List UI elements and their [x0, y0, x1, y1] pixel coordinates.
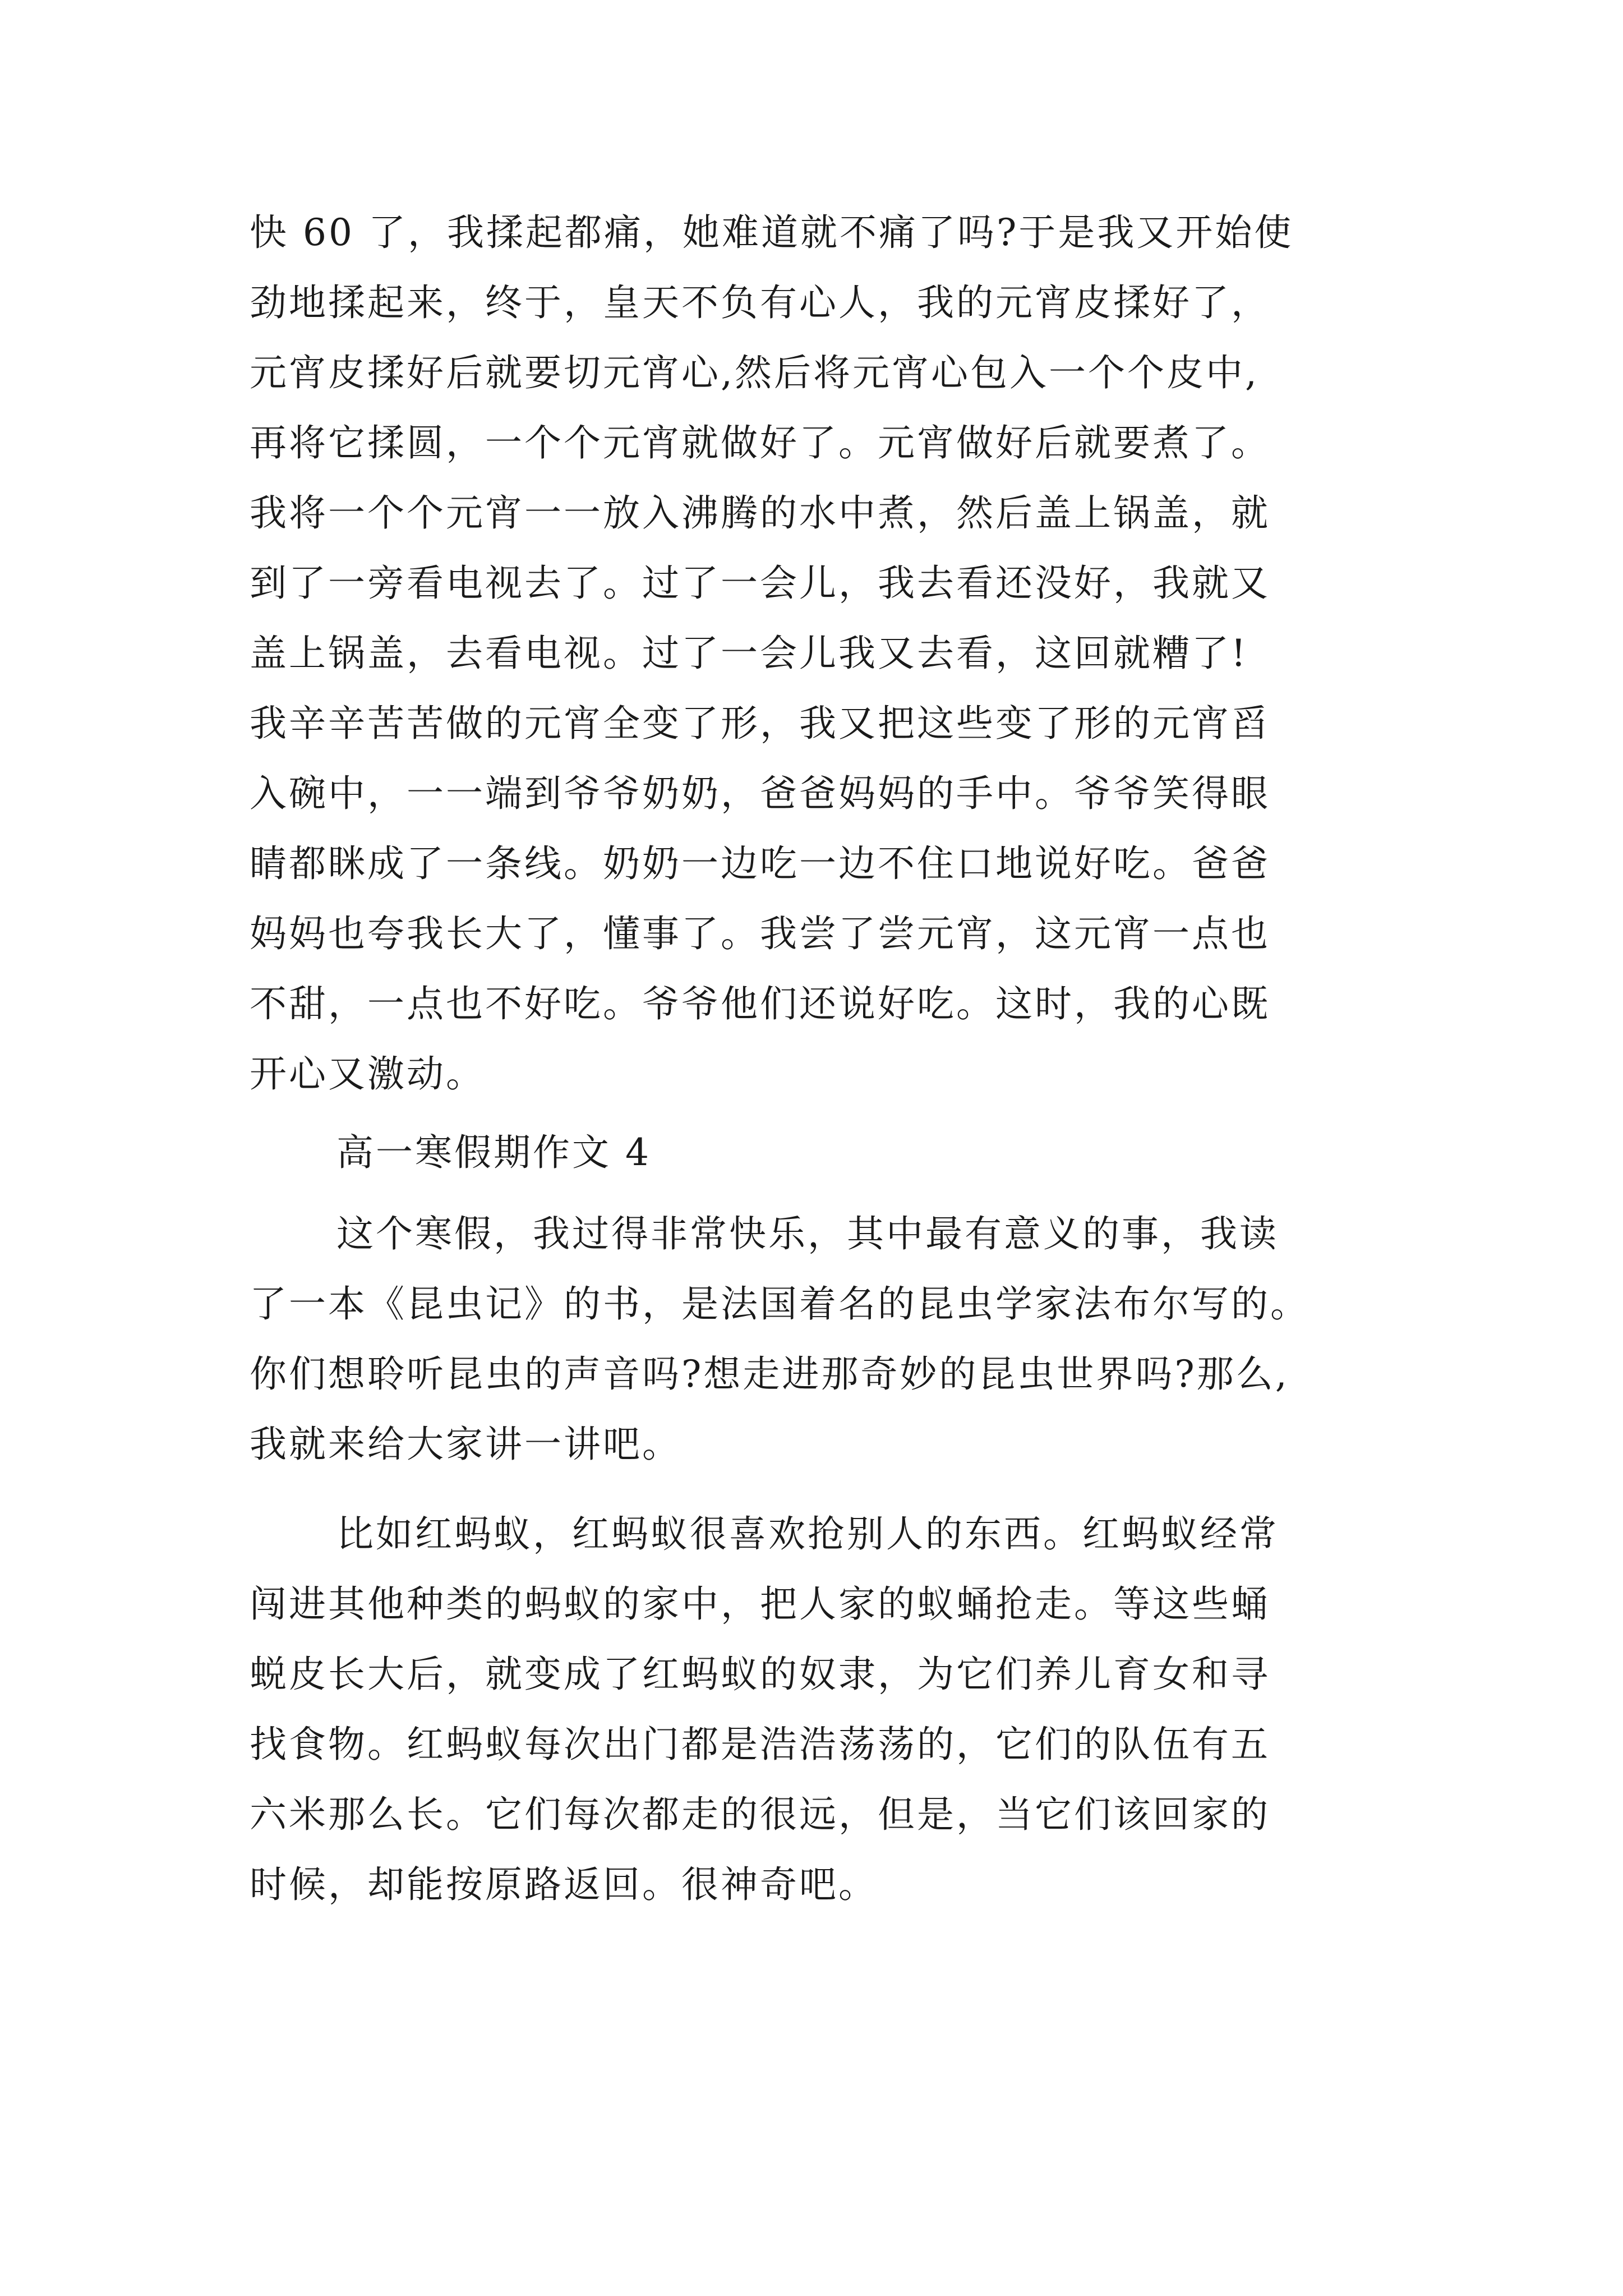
text-line: 比如红蚂蚁，红蚂蚁很喜欢抢别人的东西。红蚂蚁经常 — [336, 1512, 1279, 1556]
text-line: 这个寒假，我过得非常快乐，其中最有意义的事，我读 — [336, 1212, 1279, 1255]
text-line: 我就来给大家讲一讲吧。 — [250, 1423, 681, 1466]
text-line: 到了一旁看电视去了。过了一会儿，我去看还没好，我就又 — [250, 562, 1270, 605]
text-line: 蜕皮长大后，就变成了红蚂蚁的奴隶，为它们养儿育女和寻 — [250, 1653, 1270, 1696]
text-line: 盖上锅盖，去看电视。过了一会儿我又去看，这回就糟了! — [250, 632, 1248, 675]
text-line: 劲地揉起来，终于，皇天不负有心人，我的元宵皮揉好了， — [250, 281, 1270, 324]
text-line: 再将它揉圆，一个个元宵就做好了。元宵做好后就要煮了。 — [250, 421, 1270, 464]
text-line: 不甜，一点也不好吃。爷爷他们还说好吃。这时，我的心既 — [250, 982, 1270, 1025]
text-line: 闯进其他种类的蚂蚁的家中，把人家的蚁蛹抢走。等这些蛹 — [250, 1582, 1270, 1626]
text-line: 睛都眯成了一条线。奶奶一边吃一边不住口地说好吃。爸爸 — [250, 842, 1270, 885]
text-line: 开心又激动。 — [250, 1052, 485, 1096]
text-line: 快 60 了，我揉起都痛，她难道就不痛了吗?于是我又开始使 — [250, 211, 1294, 254]
text-line: 时候，却能按原路返回。很神奇吧。 — [250, 1863, 878, 1906]
text-line: 六米那么长。它们每次都走的很远，但是，当它们该回家的 — [250, 1793, 1270, 1836]
section-heading: 高一寒假期作文 4 — [336, 1131, 651, 1174]
text-line: 我辛辛苦苦做的元宵全变了形，我又把这些变了形的元宵舀 — [250, 702, 1270, 745]
text-line: 找食物。红蚂蚁每次出门都是浩浩荡荡的，它们的队伍有五 — [250, 1723, 1270, 1766]
text-line: 你们想聆听昆虫的声音吗?想走进那奇妙的昆虫世界吗?那么, — [250, 1352, 1289, 1396]
text-line: 了一本《昆虫记》的书，是法国着名的昆虫学家法布尔写的。 — [250, 1282, 1310, 1326]
text-line: 元宵皮揉好后就要切元宵心,然后将元宵心包入一个个皮中, — [250, 351, 1259, 394]
text-line: 我将一个个元宵一一放入沸腾的水中煮，然后盖上锅盖，就 — [250, 491, 1270, 535]
text-line: 妈妈也夸我长大了，懂事了。我尝了尝元宵，这元宵一点也 — [250, 912, 1270, 955]
text-line: 入碗中，一一端到爷爷奶奶，爸爸妈妈的手中。爷爷笑得眼 — [250, 772, 1270, 815]
